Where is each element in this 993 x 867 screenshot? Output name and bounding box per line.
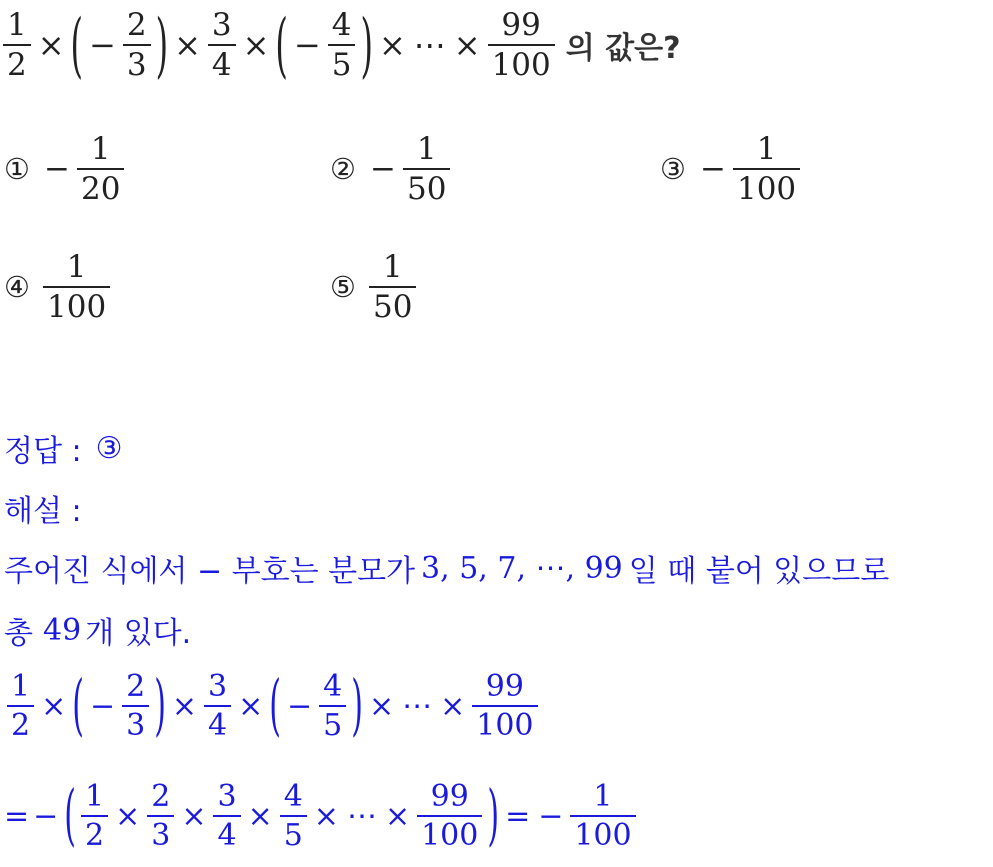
answer-value: ③ xyxy=(95,430,123,466)
question-line xyxy=(0,3,681,87)
equals-sign: = xyxy=(4,798,30,834)
times-sign: × xyxy=(174,26,201,65)
ellipsis: ⋯ xyxy=(346,798,377,834)
fraction: $\frac{1}{50}$ xyxy=(403,132,450,206)
explanation-numbers: 3, 5, 7, ⋯, 99 xyxy=(421,550,623,586)
times-sign: × xyxy=(242,26,270,65)
times-sign: × xyxy=(171,688,198,724)
minus-sign: − xyxy=(370,151,396,188)
minus-sign: − xyxy=(700,151,726,188)
fraction: $\frac{1}{100}$ xyxy=(43,250,110,324)
explanation-number: 49 xyxy=(42,612,82,648)
choice-1[interactable] xyxy=(4,132,127,206)
minus-sign: − xyxy=(287,688,313,724)
fraction: $\frac{2}{3}$ xyxy=(123,8,151,82)
fraction: $\frac{2}{3}$ xyxy=(122,670,149,742)
fraction: $\frac{4}{5}$ xyxy=(328,8,356,82)
left-paren: ( xyxy=(64,777,76,855)
minus-sign: − xyxy=(89,26,116,65)
fraction: $\frac{4}{5}$ xyxy=(319,670,346,742)
times-sign: × xyxy=(378,26,406,65)
explanation-text: 개 있다. xyxy=(85,616,192,651)
right-paren: ) xyxy=(155,3,169,87)
explanation-text: 총 xyxy=(4,616,33,651)
times-sign: × xyxy=(440,688,466,724)
times-sign: × xyxy=(181,798,207,834)
ellipsis: ⋯ xyxy=(402,688,433,724)
left-paren: ( xyxy=(269,667,281,745)
times-sign: × xyxy=(313,798,339,834)
choice-2[interactable] xyxy=(330,132,453,206)
answer-line xyxy=(4,426,123,470)
fraction: $\frac{1}{100}$ xyxy=(733,132,800,206)
ellipsis: ⋯ xyxy=(413,26,446,65)
fraction: $\frac{3}{4}$ xyxy=(208,8,236,82)
explanation-label-line xyxy=(4,486,82,530)
fraction: $\frac{1}{2}$ xyxy=(7,670,34,742)
right-paren: ) xyxy=(360,3,373,87)
times-sign: × xyxy=(384,798,411,834)
right-paren: ) xyxy=(154,667,166,745)
fraction: $\frac{2}{3}$ xyxy=(147,780,174,852)
fraction: $\frac{4}{5}$ xyxy=(280,780,307,852)
equation-line-2 xyxy=(4,777,639,855)
choice-number: ④ xyxy=(4,270,30,305)
choice-5[interactable] xyxy=(330,250,419,324)
minus-sign: − xyxy=(293,26,321,65)
fraction: $\frac{1}{50}$ xyxy=(369,250,416,324)
left-paren: ( xyxy=(275,3,288,87)
choice-number: ③ xyxy=(660,152,686,187)
minus-sign: − xyxy=(538,798,564,834)
fraction: $\frac{3}{4}$ xyxy=(213,780,240,852)
answer-label: 정답 : xyxy=(4,434,82,469)
times-sign: × xyxy=(247,798,273,834)
times-sign: × xyxy=(368,688,395,724)
right-paren: ) xyxy=(487,777,500,855)
times-sign: × xyxy=(238,688,264,724)
times-sign: × xyxy=(115,798,141,834)
explanation-text: 일 때 붙어 있으므로 xyxy=(628,554,890,589)
times-sign: × xyxy=(37,26,65,65)
minus-sign: − xyxy=(33,798,59,834)
left-paren: ( xyxy=(70,3,84,87)
explanation-line-2 xyxy=(4,608,191,652)
choice-4[interactable] xyxy=(4,250,113,324)
fraction: $\frac{1}{2}$ xyxy=(3,8,31,82)
fraction: $\frac{99}{100}$ xyxy=(417,780,482,852)
fraction: $\frac{99}{100}$ xyxy=(488,8,555,82)
result-fraction: $\frac{1}{100}$ xyxy=(570,780,635,852)
fraction: $\frac{1}{20}$ xyxy=(77,132,124,206)
right-paren: ) xyxy=(351,667,363,745)
fraction: $\frac{3}{4}$ xyxy=(204,670,231,742)
fraction: $\frac{99}{100}$ xyxy=(472,670,537,742)
explanation-text: 주어진 식에서 − 부호는 분모가 xyxy=(4,554,416,589)
explanation-line-1 xyxy=(4,546,889,590)
equation-line-1 xyxy=(4,667,541,745)
fraction: $\frac{1}{2}$ xyxy=(81,780,108,852)
choice-number: ⑤ xyxy=(330,270,356,305)
choice-number: ① xyxy=(4,152,30,187)
minus-sign: − xyxy=(44,151,70,188)
choice-number: ② xyxy=(330,152,356,187)
choice-3[interactable] xyxy=(660,132,803,206)
left-paren: ( xyxy=(72,667,84,745)
explanation-label: 해설 : xyxy=(4,494,82,529)
times-sign: × xyxy=(41,688,67,724)
minus-sign: − xyxy=(89,688,116,724)
question-suffix: 의 값은? xyxy=(565,31,681,67)
times-sign: × xyxy=(453,26,481,65)
equals-sign: = xyxy=(505,798,531,834)
